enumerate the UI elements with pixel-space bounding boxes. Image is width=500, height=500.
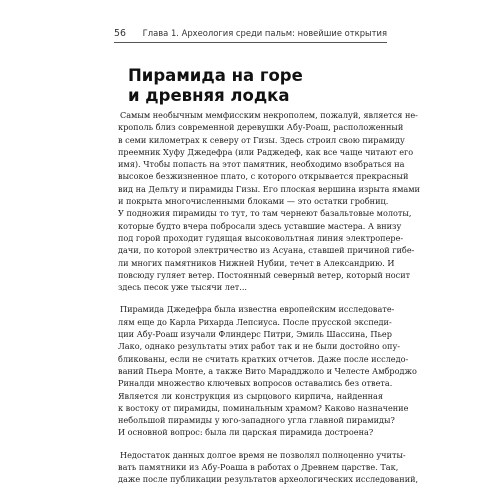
text-line: которые будто вчера побросали здесь уставшие мастера. А внизу (118, 220, 402, 231)
text-line: повсюду гуляет ветер. Постоянный северный ветер, который носит (118, 269, 411, 280)
text-line: в семи километрах к северу от Гизы. Здесь строил свою пирамиду (118, 134, 405, 145)
body-text (118, 109, 420, 486)
text-line: под горой проходит гудящая высоковольтная линия электропере- (118, 232, 404, 243)
text-line: здесь песок уже тысячи лет... (118, 282, 247, 293)
section-heading-line-2: и древняя лодка (128, 86, 290, 105)
text-line: лям еще до Карла Рихарда Лепсиуса. После прусской экспеди- (118, 316, 392, 327)
text-line: небольшой пирамиды у юго-западного угла главной пирамиды? (118, 415, 395, 426)
section-heading (128, 66, 388, 106)
header-rule (114, 42, 387, 43)
paragraph-gap (118, 293, 383, 303)
text-line: дачи, по которой электричество из Асуана, ставшей причиной гибе- (118, 245, 415, 256)
text-line: вид на Дельту и пирамиды Гизы. Его плоская вершина изрыта ямами (118, 183, 420, 194)
text-line: Лако, однако результаты этих работ так и не были достойно опу- (118, 341, 400, 352)
page-number: 56 (114, 28, 126, 39)
text-line: ции Абу-Роаш изучали Флиндерс Питри, Эмиль Шассина, Пьер (118, 329, 392, 340)
text-line: Недостаток данных долгое время не позволял полноценно учиты- (120, 449, 406, 460)
paragraph-gap (118, 439, 383, 449)
paragraph (118, 303, 417, 438)
text-line: крополь близ современной деревушки Абу-Роаш, расположенный (118, 122, 404, 133)
text-line: к востоку от пирамиды, поминальным храмом? Каково назначение (118, 402, 409, 413)
text-line: Риналди множество ключевых вопросов оставались без ответа. (118, 378, 393, 389)
chapter-title: Глава 1. Археология среди пальм: новейшие открытия (142, 28, 387, 38)
text-line: высокое безжизненное плато, с которого открывается прекрасный (118, 171, 409, 182)
section-heading-line-1: Пирамида на горе (128, 66, 303, 85)
paragraph (118, 109, 420, 293)
text-line: бликованы, если не считать кратких отчетов. Даже после исследо- (118, 353, 409, 364)
text-line: ваний Пьера Монте, а также Вито Марадджоло и Челесте Амброджо (118, 365, 417, 376)
running-header (114, 28, 387, 39)
paragraph (118, 449, 419, 486)
text-line: Самым необычным мемфисским некрополем, пожалуй, является не- (120, 110, 418, 120)
text-line: и покрыта многочисленными блоками — это остатки гробниц. (118, 196, 389, 207)
text-line: Является ли конструкция из сырцового кирпича, найденная (118, 390, 383, 401)
text-line: ли многих памятников Нижней Нубии, течет в Александрию. И (118, 257, 395, 268)
text-line: имя). Чтобы попасть на этот памятник, необходимо взобраться на (118, 159, 405, 170)
text-line: Пирамида Джедефра была известна европейским исследовате- (120, 304, 395, 315)
text-line: преемник Хуфу Джедефра (или Раджедеф, как все чаще читают его (118, 146, 414, 157)
text-line: У подножия пирамиды то тут, то там чернеют базальтовые молоты, (118, 208, 412, 219)
text-line: даже после публикации результатов археологических исследований, (118, 474, 419, 485)
text-line: И основной вопрос: была ли царская пирамида достроена? (118, 427, 374, 438)
text-line: вать памятники из Абу-Роаша в работах о Древнем царстве. Так, (118, 462, 399, 473)
